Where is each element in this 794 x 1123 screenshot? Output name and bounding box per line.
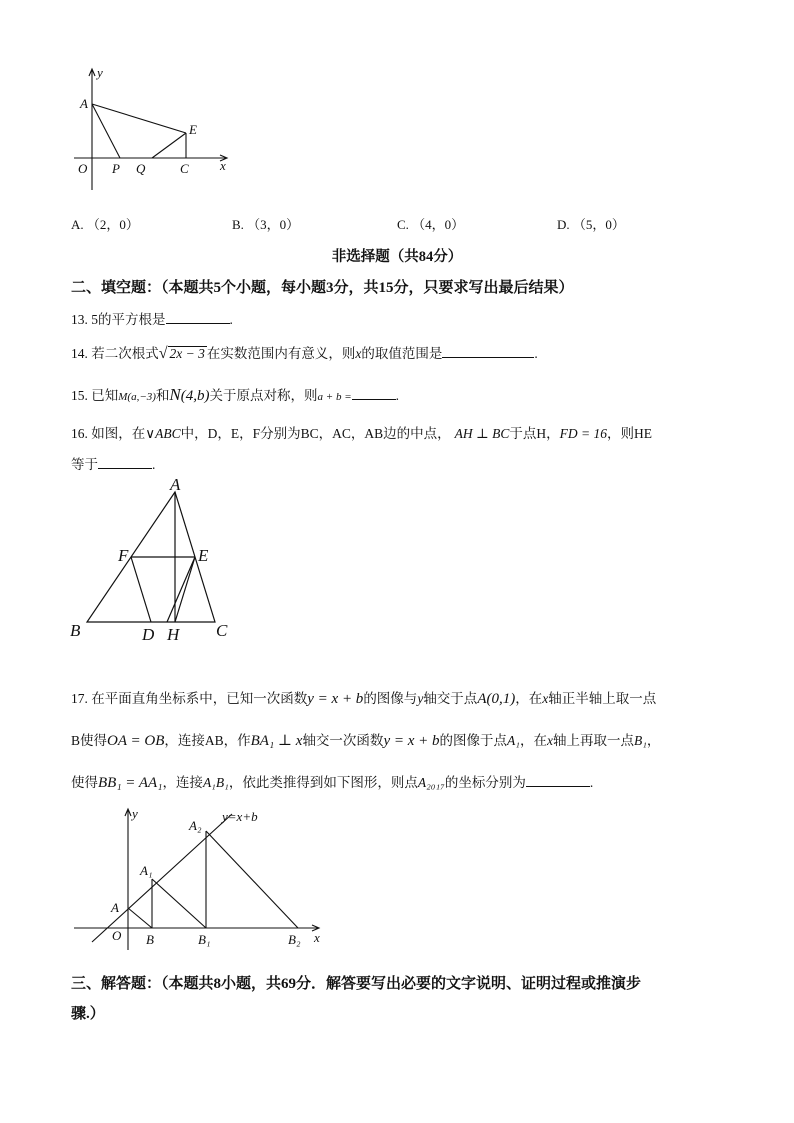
label-a: A: [170, 475, 181, 494]
q17-ba1: BA₁ ⊥ x: [250, 733, 303, 749]
option-value: （3，0）: [247, 217, 300, 232]
q15-answer-blank[interactable]: [352, 385, 396, 400]
label-e: E: [198, 546, 209, 565]
q16-post: ，则HE: [606, 426, 652, 441]
option-value: （4，0）: [412, 217, 465, 232]
label-b: B: [146, 932, 154, 947]
q14-answer-blank[interactable]: [442, 343, 534, 358]
option-letter: D.: [557, 217, 570, 232]
question-16-line1: [71, 422, 652, 442]
segment-qe: [152, 133, 186, 158]
question-16-line2: [71, 453, 155, 473]
segment-de: [167, 557, 195, 622]
q17-oa-ob: OA = OB: [107, 733, 165, 749]
label-f: F: [118, 546, 129, 565]
section3-title-line1: 三、解答题：（本题共8小题，共69分．解答要写出必要的文字说明、证明过程或推演步: [71, 976, 642, 992]
segment-ae: [92, 104, 186, 133]
question-14: [71, 342, 538, 363]
q17-l2-post: 轴上再取一点: [552, 733, 634, 748]
q14-end: .: [534, 346, 538, 361]
label-line: y=x+b: [222, 809, 258, 824]
label-b2: B₂: [288, 932, 301, 947]
q15-and: 和: [155, 388, 170, 403]
q17-answer-blank[interactable]: [526, 772, 590, 787]
option-a[interactable]: [71, 214, 139, 233]
q15-n-coords: (4,b): [180, 388, 210, 404]
q16-line2: 等于: [71, 457, 98, 472]
q15-number: 15.: [71, 388, 88, 403]
q17-function-2: y = x + b: [383, 733, 440, 749]
question-13: [71, 308, 233, 328]
q16-perp: AH ⊥ BC: [454, 426, 510, 441]
section3-title-line2: 骤.）: [71, 1006, 105, 1022]
label-o: O: [112, 928, 122, 943]
label-a: A: [80, 96, 88, 111]
q15-m-coords: (a,−3): [127, 391, 156, 403]
label-a1: A₁: [140, 863, 153, 878]
option-letter: C.: [397, 217, 409, 232]
q16-pre: 16. 如图，在: [71, 426, 146, 441]
question-17-line2: [71, 729, 660, 750]
label-h: H: [167, 625, 180, 644]
q13-end: .: [229, 312, 233, 327]
q14-radicand: 2x − 3: [169, 346, 205, 361]
q17-a2017: A₂₀₁₇: [417, 775, 445, 790]
q15-mid: 关于原点对称，则: [209, 388, 318, 403]
label-a: A: [111, 900, 119, 915]
label-b: B: [70, 621, 81, 640]
q15-n: N: [169, 385, 181, 404]
q17-b1: B₁: [633, 733, 647, 748]
segment-a2b2: [206, 831, 298, 928]
q17-mid2: 轴交于点: [423, 691, 478, 706]
q16-triangle: ∨ABC: [145, 426, 181, 441]
question-17-line3: [71, 771, 593, 792]
q17-post: 轴正半轴上取一点: [548, 691, 657, 706]
q17-y: y: [417, 691, 424, 706]
label-c: C: [180, 161, 189, 176]
q17-pre: 17. 在平面直角坐标系中，已知一次函数: [71, 691, 308, 706]
label-p: P: [112, 161, 120, 176]
label-x: x: [220, 158, 226, 173]
q17-x-2: x: [546, 733, 553, 748]
q13-text: 13. 5的平方根是: [71, 312, 166, 327]
label-c: C: [216, 621, 228, 640]
figure-coordinate-diagram-1: [70, 66, 240, 196]
q17-l2-end: ，: [646, 733, 661, 748]
q16-mid: 中，D，E，F分别为BC，AC，AB边的中点，: [180, 426, 451, 441]
q16-end: .: [152, 457, 156, 472]
option-letter: B.: [232, 217, 244, 232]
q16-answer-blank[interactable]: [98, 454, 152, 469]
q14-var: x: [355, 346, 362, 361]
q17-l2-mid3: 的图像于点: [439, 733, 507, 748]
question-17-line1: [71, 687, 656, 708]
line-y-x-b: [92, 814, 232, 942]
segment-ed: [175, 557, 195, 622]
label-a2: A₂: [189, 818, 202, 833]
q17-x: x: [542, 691, 549, 706]
segment-a1b1: [152, 879, 206, 928]
option-letter: A.: [71, 217, 84, 232]
label-d: D: [142, 625, 155, 644]
sqrt-sign-icon: √: [158, 345, 168, 362]
label-q: Q: [136, 161, 146, 176]
segment-ab: [128, 908, 152, 928]
q17-a1b1: A₁B₁: [202, 775, 229, 790]
label-x: x: [314, 930, 320, 945]
q17-bb1: BB₁ = AA₁: [98, 775, 163, 791]
q17-l3-pre: 使得: [71, 775, 98, 790]
option-d[interactable]: [557, 214, 625, 233]
segment-ap: [92, 104, 120, 158]
label-o: O: [78, 161, 88, 176]
option-b[interactable]: [232, 214, 299, 233]
q15-m: M: [118, 391, 128, 403]
q17-l2-mid: ，连接AB，作: [164, 733, 251, 748]
q17-a1: A₁: [507, 733, 520, 748]
option-value: （5，0）: [572, 217, 625, 232]
q14-number: 14.: [71, 346, 88, 361]
q17-l3-post: 的坐标分别为: [444, 775, 526, 790]
q17-point-a: A(0,1): [477, 691, 516, 707]
label-e: E: [189, 122, 197, 137]
q17-mid: 的图像与: [363, 691, 418, 706]
figure-triangle-diagram: [66, 474, 246, 646]
label-y: y: [97, 66, 103, 80]
q17-mid3: ，在: [515, 691, 543, 706]
q16-mid2: 于点H，: [509, 426, 560, 441]
q17-l3-mid2: ，依此类推得到如下图形，则点: [228, 775, 418, 790]
q13-answer-blank[interactable]: [166, 309, 230, 324]
q14-pre: 若二次根式: [91, 346, 159, 361]
option-c[interactable]: [397, 214, 464, 233]
q17-l2-mid4: ，在: [519, 733, 547, 748]
q17-l3-mid: ，连接: [162, 775, 203, 790]
q17-function: y = x + b: [307, 691, 364, 707]
figure-coordinate-diagram-2: [70, 804, 330, 954]
q17-l2-mid2: 轴交一次函数: [302, 733, 384, 748]
q15-end: .: [395, 388, 399, 403]
segment-fd: [131, 557, 151, 622]
section-nonchoice-title: 非选择题（共84分）: [331, 249, 463, 265]
q14-mid: 在实数范围内有意义，则: [206, 346, 356, 361]
question-15: [71, 384, 399, 405]
label-b1: B₁: [198, 932, 211, 947]
q15-expr: a + b =: [317, 391, 352, 403]
label-y: y: [132, 806, 138, 821]
q16-fd: FD = 16: [559, 426, 607, 441]
section2-title: 二、填空题：（本题共5个小题，每小题3分，共15分，只要求写出最后结果）: [71, 280, 574, 296]
option-value: （2，0）: [86, 217, 139, 232]
q17-l2-pre: B使得: [71, 733, 108, 748]
q17-end: .: [589, 775, 594, 790]
q15-pre: 已知: [91, 388, 119, 403]
q14-post: 的取值范围是: [361, 346, 443, 361]
